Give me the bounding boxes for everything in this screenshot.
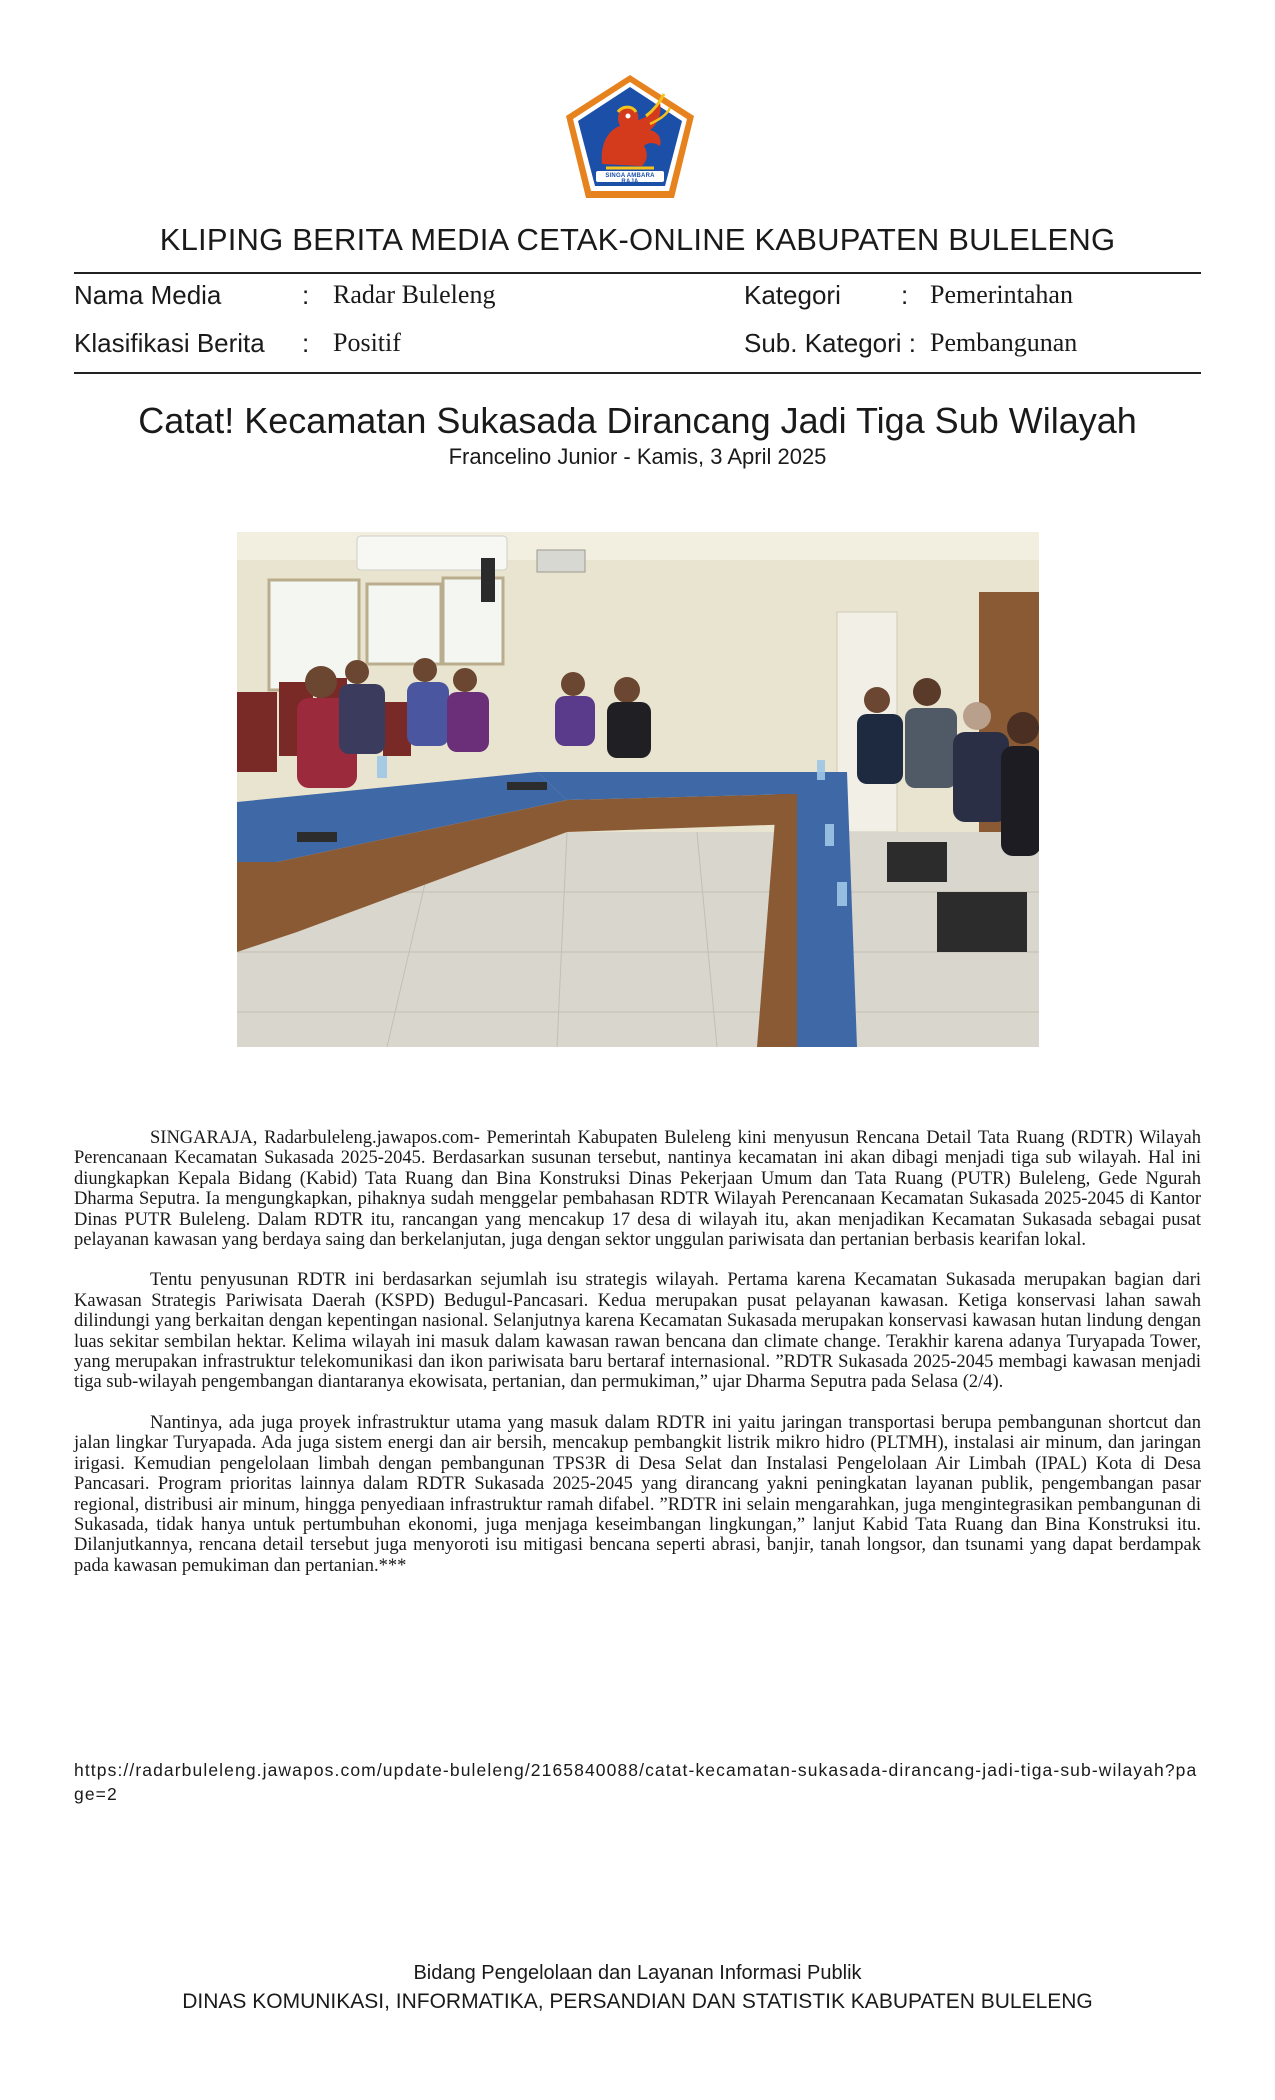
sub-kategori-value: Pembangunan bbox=[930, 328, 1078, 357]
article-title: Catat! Kecamatan Sukasada Dirancang Jadi Tiga Sub Wilayah bbox=[138, 400, 1137, 441]
header-rule-bottom bbox=[74, 372, 1201, 374]
nama-media-colon: : bbox=[302, 280, 310, 310]
source-url[interactable]: https://radarbuleleng.jawapos.com/update-buleleng/2165840088/catat-kecamatan-sukasada-dirancang-jadi-tiga-sub-wilayah?page=2 bbox=[74, 1760, 1198, 1804]
klasifikasi-label: Klasifikasi Berita bbox=[74, 328, 265, 358]
article-body bbox=[74, 1128, 1201, 1596]
sub-kategori-label: Sub. Kategori : bbox=[744, 328, 916, 358]
article-paragraph-3: Nantinya, ada juga proyek infrastruktur utama yang masuk dalam RDTR ini yaitu jaringan transportasi berupa pembangunan shortcut dan jalan lingkar Turyapada. Ada juga sistem energi dan air bersih, mencakup pembangkit listrik mikro hidro (PLTMH), instalasi air minum, dan jaringan irigasi. Kemudian pengelolaan limbah dengan pembangunan TPS3R di Desa Selat dan Instalasi Pengelolaan Air Limbah (IPAL) Kota di Desa Pancasari. Program prioritas lainnya dalam RDTR Sukasada 2025-2045 yang dirancang yakni peningkatan layanan publik, pengembangan pasar regional, distribusi air minum, hingga penyediaan infrastruktur ramah difabel. ”RDTR ini selain mengarahkan, juga mengintegrasikan pembangunan di Sukasada, tidak hanya untuk pertumbuhan ekonomi, juga menjaga keseimbangan lingkungan,” lanjut Kabid Tata Ruang dan Bina Konstruksi itu. Dilanjutkannya, rencana detail tersebut juga menyoroti isu mitigasi bencana seperti abrasi, banjir, tanah longsor, dan tsunami yang dapat berdampak pada kawasan pemukiman dan pertanian.*** bbox=[74, 1412, 1201, 1576]
meeting-photo bbox=[237, 532, 1039, 1047]
kategori-colon: : bbox=[901, 280, 909, 310]
article-paragraph-2: Tentu penyusunan RDTR ini berdasarkan sejumlah isu strategis wilayah. Pertama karena Kecamatan Sukasada merupakan bagian dari Kawasan Strategis Pariwisata Daerah (KSPD) Bedugul-Pancasari. Kedua merupakan pusat pelayanan kawasan. Ketiga konservasi lahan sawah dilindungi yang berkaitan dengan kepentingan nasional. Selanjutnya karena Kecamatan Sukasada merupakan konservasi kawasan hutan lindung dengan luas sekitar sembilan hektar. Kelima wilayah ini masuk dalam kawasan rawan bencana dan climate change. Terakhir karena adanya Turyapada Tower, yang merupakan infrastruktur telekomunikasi dan ikon pariwisata baru bertaraf internasional. ”RDTR Sukasada 2025-2045 membagi kawasan menjadi tiga sub-wilayah pengembangan diantaranya ekowisata, pertanian, dan permukiman,” ujar Dharma Seputra pada Selasa (2/4). bbox=[74, 1270, 1201, 1393]
article-paragraph-1: SINGARAJA, Radarbuleleng.jawapos.com- Pemerintah Kabupaten Buleleng kini menyusun Rencana Detail Tata Ruang (RDTR) Wilayah Perencanaan Kecamatan Sukasada 2025-2045. Berdasarkan susunan tersebut, nantinya kecamatan ini akan dibagi menjadi tiga sub wilayah. Hal ini diungkapkan Kepala Bidang (Kabid) Tata Ruang dan Bina Konstruksi Dinas Pekerjaan Umum dan Tata Ruang (PUTR) Buleleng, Gede Ngurah Dharma Seputra. Ia mengungkapkan, pihaknya sudah menggelar pembahasan RDTR Wilayah Perencanaan Kecamatan Sukasada 2025-2045 di Kantor Dinas PUTR Buleleng. Dalam RDTR itu, rancangan yang mencakup 17 desa di wilayah itu, akan menjadikan Kecamatan Sukasada sebagai pusat pelayanan kawasan yang berdaya saing dan berkelanjutan, juga dengan sektor unggulan pariwisata dan pertanian berbasis kearifan lokal. bbox=[74, 1128, 1201, 1251]
kategori-label: Kategori bbox=[744, 280, 841, 310]
header-title: KLIPING BERITA MEDIA CETAK-ONLINE KABUPATEN BULELENG bbox=[159, 222, 1116, 257]
footer-division: Bidang Pengelolaan dan Layanan Informasi Publik bbox=[413, 1962, 862, 1984]
header-rule-top bbox=[74, 272, 1201, 274]
klasifikasi-value: Positif bbox=[333, 328, 401, 357]
footer-agency: DINAS KOMUNIKASI, INFORMATIKA, PERSANDIAN DAN STATISTIK KABUPATEN BULELENG bbox=[182, 1990, 1093, 2013]
klasifikasi-colon: : bbox=[302, 328, 310, 358]
logo-motto: SINGA AMBARA RAJA bbox=[605, 173, 655, 185]
nama-media-label: Nama Media bbox=[74, 280, 222, 310]
kategori-value: Pemerintahan bbox=[930, 280, 1073, 309]
nama-media-value: Radar Buleleng bbox=[333, 280, 496, 309]
article-byline: Francelino Junior - Kamis, 3 April 2025 bbox=[448, 444, 827, 469]
